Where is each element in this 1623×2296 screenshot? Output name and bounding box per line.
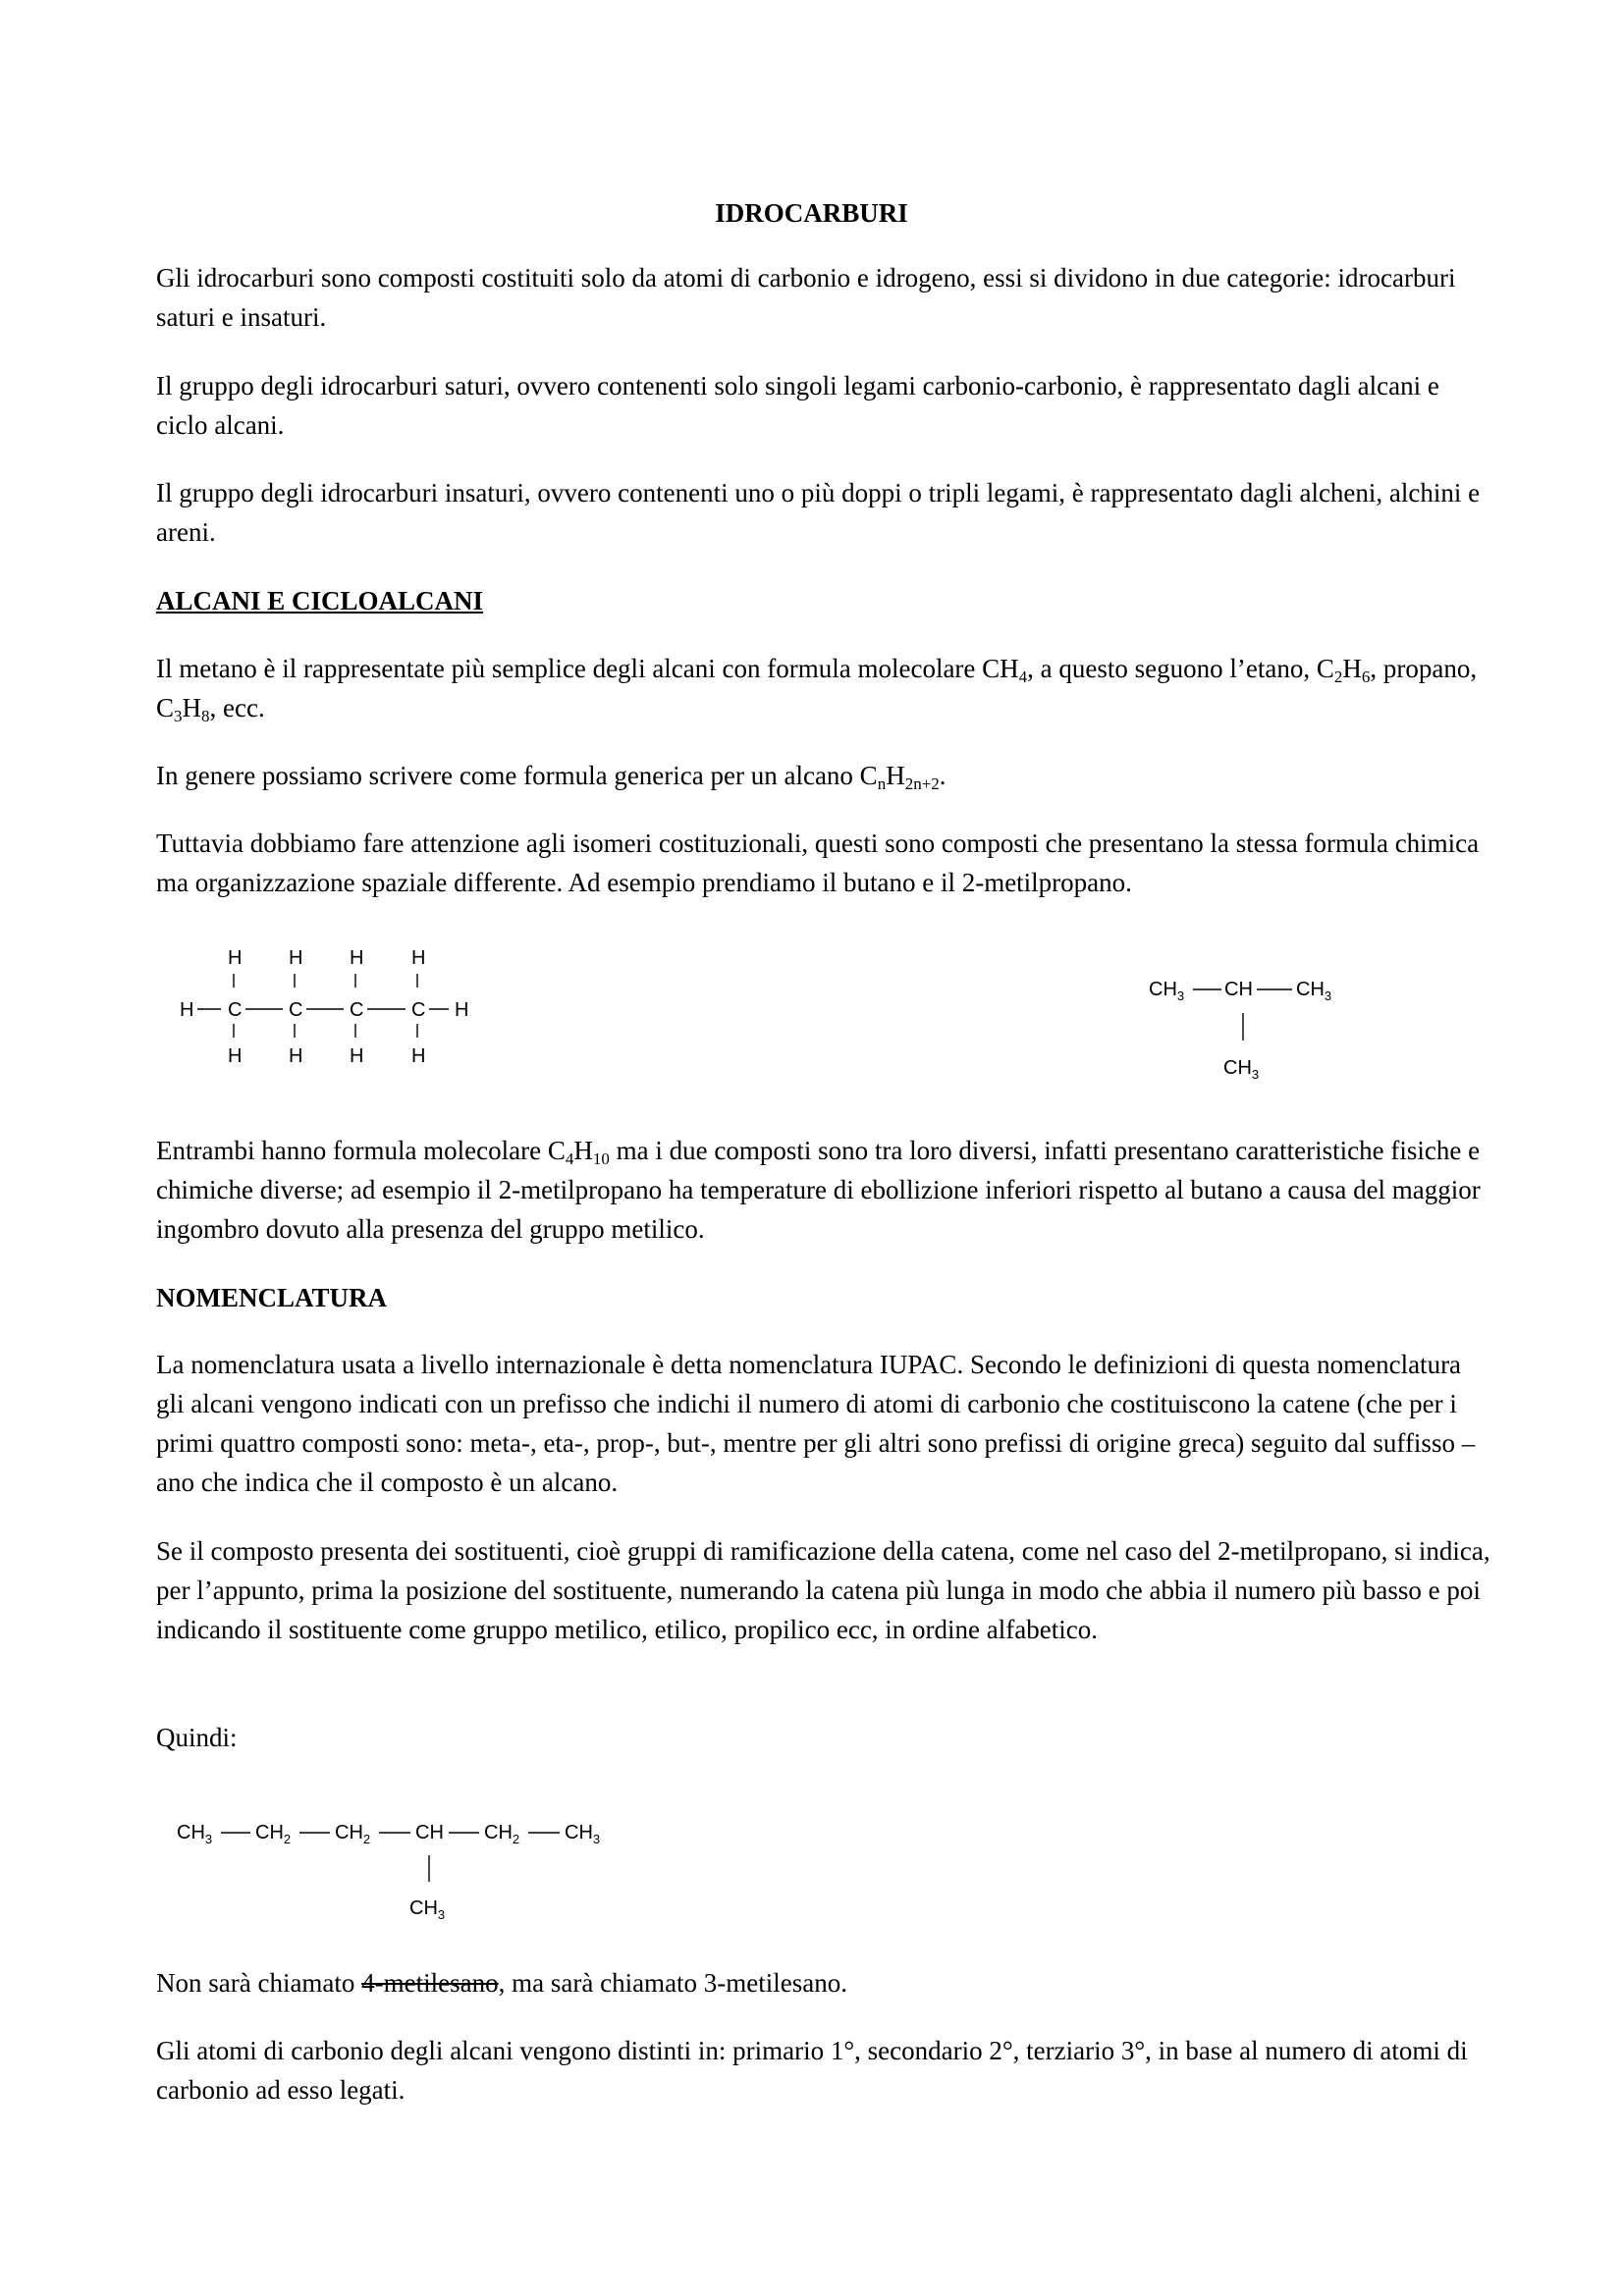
formula-generica-paragraph: In genere possiamo scrivere come formula generica per un alcano $C_nH_{2n+2}$. [156, 761, 947, 793]
metilesano-ch2-2: $CH_2$ [335, 1822, 371, 1846]
butano-h-top-3: H [350, 947, 364, 969]
butano-h-bottom-3: H [350, 1045, 364, 1067]
metilpropano-ch3-bottom: $CH_3$ [1223, 1057, 1260, 1082]
metilpropano-ch3-left: $CH_3$ [1149, 979, 1185, 1003]
butano-h-left: H [180, 999, 194, 1021]
strikethrough-name: 4-metilesano [361, 1968, 499, 1998]
heading-alcani: ALCANI E CICLOALCANI [156, 586, 484, 615]
non-sara-paragraph: Non sarà chiamato 4-metilesano, ma sarà chiamato 3-metilesano. [156, 1968, 848, 1998]
metilesano-ch2-3: $CH_2$ [484, 1822, 520, 1846]
butano-h-right: H [455, 999, 469, 1021]
document-title: IDROCARBURI [715, 198, 908, 228]
metilpropano-ch: CH [1224, 979, 1253, 1000]
nomenclatura-paragraph-1: La nomenclatura usata a livello internazionale è detta nomenclatura IUPAC. Secondo le definizioni di questa nomenclatura gli alcani vengono indicati con un prefisso che indichi il numero di atomi di carbonio che costituiscono la catene (che per i primi quattro composti sono: meta-, eta-, prop-, but-, mentre per gli altri sono prefissi di origine greca) seguito dal suffisso –ano che indica che il composto è un alcano. [156, 1350, 1476, 1497]
metilesano-structure [177, 1811, 609, 1929]
butano-h-bottom-1: H [228, 1045, 243, 1067]
butano-structure [172, 942, 486, 1070]
butano-h-bottom-4: H [411, 1045, 426, 1067]
quindi-label: Quindi: [156, 1723, 238, 1752]
carbonio-classi-paragraph: Gli atomi di carbonio degli alcani vengono distinti in: primario 1°, secondario 2°, terziario 3°, in base al numero di atomi di carbonio ad esso legati. [156, 2036, 1468, 2105]
heading-nomenclatura: NOMENCLATURA [156, 1283, 387, 1312]
butano-c-3: C [350, 999, 364, 1021]
metilpropano-structure [1149, 972, 1345, 1090]
intro-paragraph-2: Il gruppo degli idrocarburi saturi, ovvero contenenti solo singoli legami carbonio-carbonio, è rappresentato dagli alcani e ciclo alcani. [156, 371, 1439, 440]
intro-paragraph-1: Gli idrocarburi sono composti costituiti solo da atomi di carbonio e idrogeno, essi si dividono in due categorie: idrocarburi saturi e insaturi. [156, 263, 1456, 332]
intro-paragraph-3: Il gruppo degli idrocarburi insaturi, ovvero contenenti uno o più doppi o tripli legami, è rappresentato dagli alcheni, alchini e areni. [156, 478, 1481, 547]
nomenclatura-paragraph-2: Se il composto presenta dei sostituenti, cioè gruppi di ramificazione della catena, come nel caso del 2-metilpropano, si indica, per l’appunto, prima la posizione del sostituente, numerando la catena più lunga in modo che abbia il numero più basso e poi indicando il sostituente come gruppo metilico, etilico, propilico ecc, in ordine alfabetico. [156, 1536, 1490, 1644]
butano-c-2: C [289, 999, 303, 1021]
metilesano-ch: CH [415, 1822, 444, 1843]
metano-paragraph: Il metano è il rappresentate più semplice degli alcani con formula molecolare $CH_4$, a questo seguono l’etano, $C_2H_6$, propano, $C_3H_8$, ecc. [156, 654, 1478, 725]
metilesano-ch3-2: $CH_3$ [565, 1822, 601, 1846]
butano-h-top-1: H [228, 947, 243, 969]
metilpropano-ch3-right: $CH_3$ [1296, 979, 1332, 1003]
butano-h-top-4: H [411, 947, 426, 969]
butano-h-top-2: H [289, 947, 303, 969]
metilesano-ch3-1: $CH_3$ [177, 1822, 213, 1846]
butano-c-4: C [411, 999, 426, 1021]
entrambi-paragraph: Entrambi hanno formula molecolare $C_4H_{10}$ ma i due composti sono tra loro diversi, infatti presentano caratteristiche fisiche e chimiche diverse; ad esempio il 2-metilpropano ha temperature di ebollizione inferiori rispetto al butano a causa del maggior ingombro dovuto alla presenza del gruppo metilico. [156, 1136, 1481, 1244]
butano-c-1: C [228, 999, 243, 1021]
butano-h-bottom-2: H [289, 1045, 303, 1067]
metilesano-ch2-1: $CH_2$ [255, 1822, 292, 1846]
metilesano-ch3-branch: $CH_3$ [409, 1897, 446, 1922]
isomeri-paragraph: Tuttavia dobbiamo fare attenzione agli isomeri costituzionali, questi sono composti che presentano la stessa formula chimica ma organizzazione spaziale differente. Ad esempio prendiamo il butano e il 2-metilpropano. [156, 828, 1480, 897]
